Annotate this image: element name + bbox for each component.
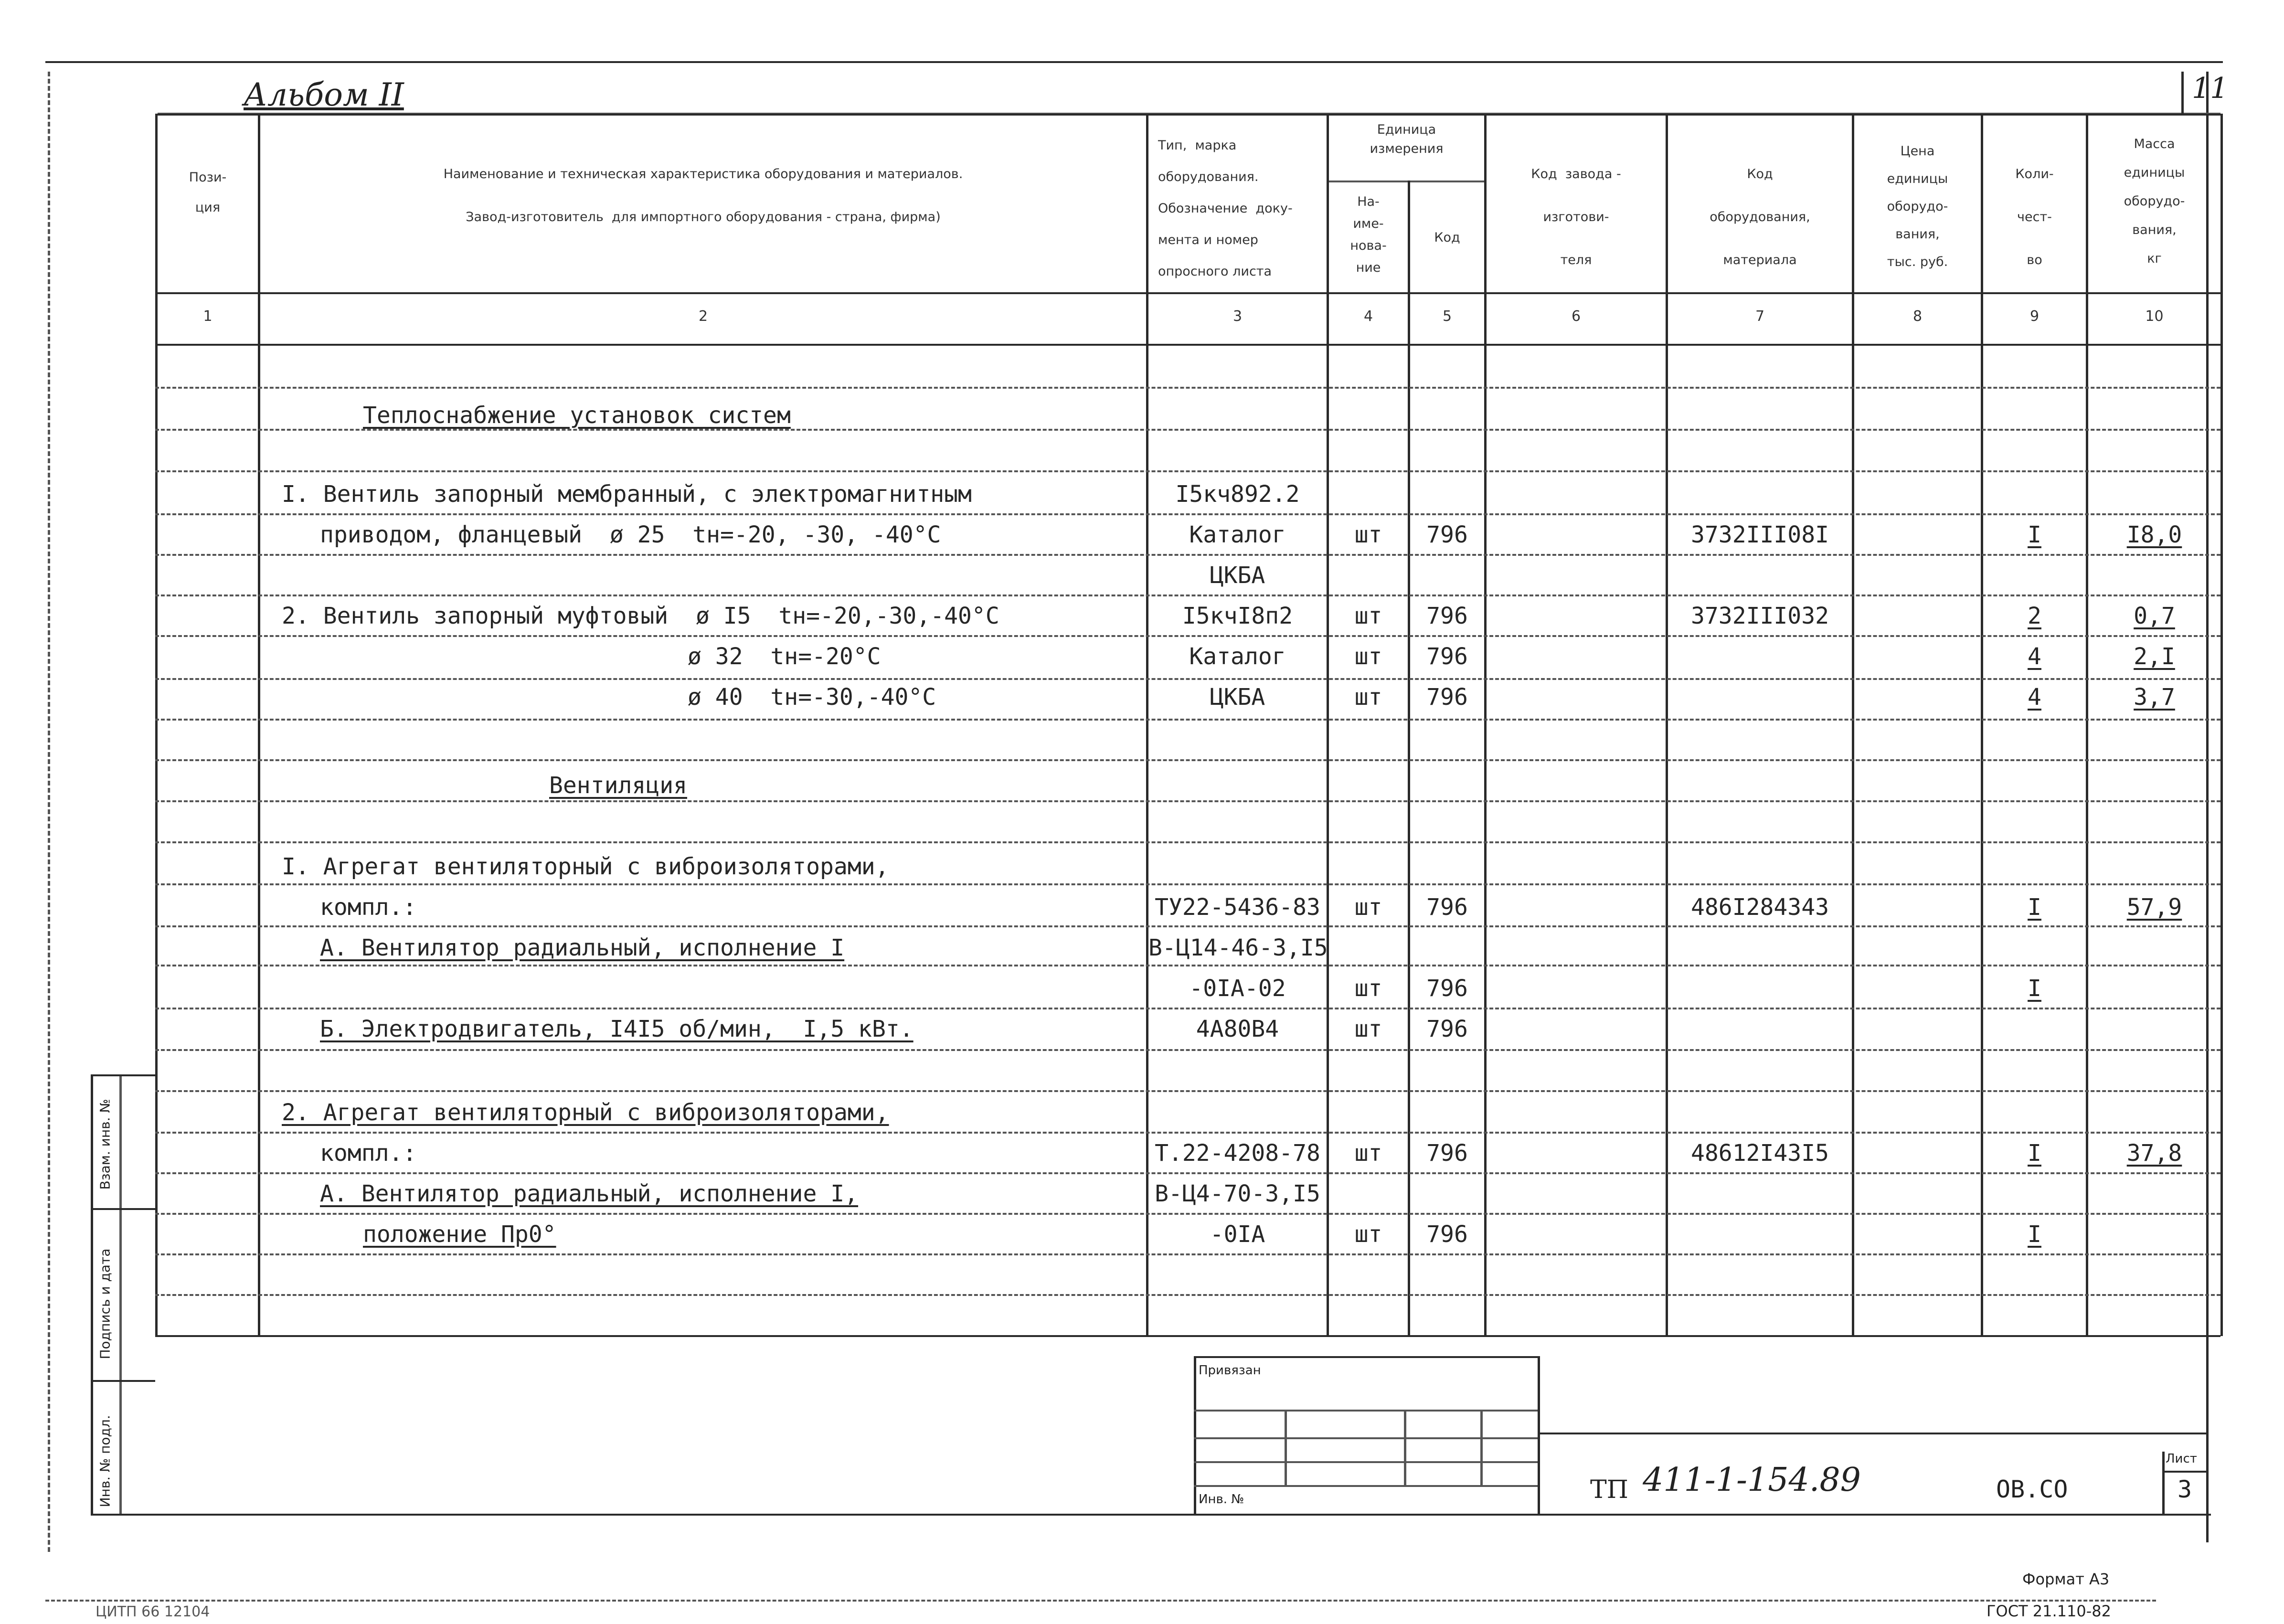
privyazan-c2 <box>1404 1410 1406 1486</box>
col-line-0 <box>155 114 158 1336</box>
row-c4: шт <box>1354 684 1382 711</box>
left-trim-line <box>48 72 50 1552</box>
sheet-number: 3 <box>2178 1475 2192 1503</box>
sheet-box-mid <box>2162 1471 2206 1473</box>
row-c9: 4 <box>2028 643 2041 670</box>
col-number-8: 8 <box>1912 308 1923 325</box>
row-c10: I8,0 <box>2126 521 2182 548</box>
col-number-7: 7 <box>1755 308 1765 325</box>
corner-divider <box>2181 72 2184 115</box>
row-name: 2. Вентиль запорный муфтовый ø I5 tн=-20,-30,-40°С <box>282 603 999 629</box>
col-line-1 <box>258 114 260 1336</box>
title-block-bottom <box>91 1514 2211 1516</box>
row-line <box>155 594 2220 596</box>
privyazan-r2 <box>1194 1437 1538 1439</box>
side-label-vzam: Взам. инв. № <box>97 1099 113 1190</box>
section-code: ОВ.СО <box>1996 1475 2068 1503</box>
title-block-inner <box>1538 1433 2206 1434</box>
row-c3: ТУ22-5436-83 <box>1155 894 1320 921</box>
row-name: положение Пр0° <box>363 1221 556 1248</box>
privyazan-top <box>1194 1356 1538 1358</box>
row-c3: ЦКБА <box>1210 562 1265 589</box>
page-corner-number: 11 <box>2192 72 2229 105</box>
row-line <box>155 1253 2220 1255</box>
row-name: I. Агрегат вентиляторный с виброизоляторами, <box>282 853 889 880</box>
header-bottom <box>155 292 2220 294</box>
row-c4: шт <box>1354 603 1382 629</box>
side-stamp-div2 <box>91 1380 155 1382</box>
row-c5: 796 <box>1426 521 1468 548</box>
inv-label: Инв. № <box>1199 1492 1244 1507</box>
row-line <box>155 470 2220 472</box>
row-line <box>155 800 2220 802</box>
row-c5: 796 <box>1426 684 1468 711</box>
row-c10: 0,7 <box>2134 603 2175 629</box>
top-frame-line <box>45 61 2223 63</box>
header-col10: Масса единицы оборудо- вания, кг <box>2124 137 2185 266</box>
header-subdivide <box>1327 180 1484 182</box>
row-c3: Каталог <box>1189 643 1286 670</box>
col-line-10 <box>2220 114 2223 1336</box>
header-col7: Код оборудования, материала <box>1710 167 1810 267</box>
row-c9: I <box>2028 894 2041 921</box>
col-number-3: 3 <box>1232 308 1243 325</box>
row-name: Вентиляция <box>549 772 687 799</box>
row-name: А. Вентилятор радиальный, исполнение I <box>320 934 845 961</box>
footer-format: Формат А3 <box>2022 1570 2110 1588</box>
row-c5: 796 <box>1426 1016 1468 1042</box>
row-c4: шт <box>1354 894 1382 921</box>
side-stamp-div1 <box>91 1208 155 1210</box>
row-c3: -0IA-02 <box>1189 975 1286 1002</box>
col-number-4: 4 <box>1363 308 1373 325</box>
row-line <box>155 513 2220 515</box>
footer-line <box>45 1600 2156 1602</box>
row-c3: ЦКБА <box>1210 684 1265 711</box>
privyazan-right <box>1538 1356 1540 1514</box>
sheet-label: Лист <box>2166 1452 2197 1466</box>
row-c9: I <box>2028 521 2041 548</box>
row-line <box>155 841 2220 843</box>
col-line-7 <box>1852 114 1854 1336</box>
row-c7: 3732III08I <box>1691 521 1829 548</box>
row-c3: 4А80В4 <box>1196 1016 1279 1042</box>
row-name: компл.: <box>320 894 417 921</box>
col-number-2: 2 <box>698 308 708 325</box>
row-line <box>155 1132 2220 1134</box>
title-block-right <box>2206 1335 2209 1514</box>
privyazan-label: Привязан <box>1199 1363 1261 1378</box>
privyazan-r3 <box>1194 1461 1538 1463</box>
header-col4: На- име- нова- ние <box>1350 194 1387 275</box>
row-name: А. Вентилятор радиальный, исполнение I, <box>320 1180 859 1207</box>
row-c5: 796 <box>1426 603 1468 629</box>
row-name: ø 40 tн=-30,-40°С <box>688 684 936 711</box>
header-col45: Единица измерения <box>1370 122 1444 156</box>
row-c7: 48612I43I5 <box>1691 1140 1829 1167</box>
header-col9: Коли- чест- во <box>2015 167 2054 267</box>
row-name: ø 32 tн=-20°С <box>688 643 881 670</box>
row-c10: 2,I <box>2134 643 2175 670</box>
row-name: Теплоснабжение установок систем <box>363 402 791 429</box>
row-c4: шт <box>1354 975 1382 1002</box>
footer-left-code: ЦИТП 66 12104 <box>96 1603 210 1620</box>
privyazan-r4 <box>1194 1485 1538 1487</box>
row-c3: В-Ц14-46-3,I5 <box>1148 934 1328 961</box>
row-c9: I <box>2028 1140 2041 1167</box>
row-c9: I <box>2028 975 2041 1002</box>
row-c4: шт <box>1354 1221 1382 1248</box>
side-stamp-left <box>91 1074 93 1514</box>
side-stamp-mid <box>119 1074 122 1514</box>
row-c7: 3732III032 <box>1691 603 1829 629</box>
colnum-bottom <box>155 344 2220 346</box>
privyazan-c1 <box>1285 1410 1287 1486</box>
row-line <box>155 883 2220 885</box>
row-c10: 3,7 <box>2134 684 2175 711</box>
row-line <box>155 635 2220 637</box>
col-number-1: 1 <box>203 308 212 325</box>
row-name: 2. Агрегат вентиляторный с виброизоляторами, <box>282 1099 889 1126</box>
privyazan-r1 <box>1194 1410 1538 1412</box>
sheet-box-left <box>2162 1452 2165 1514</box>
row-c3: В-Ц4-70-3,I5 <box>1155 1180 1320 1207</box>
row-line <box>155 925 2220 927</box>
row-c4: шт <box>1354 1016 1382 1042</box>
row-line <box>155 1008 2220 1009</box>
row-line <box>155 1172 2220 1174</box>
privyazan-c3 <box>1480 1410 1483 1486</box>
row-c9: 2 <box>2028 603 2041 629</box>
row-c3: Каталог <box>1189 521 1286 548</box>
row-name: приводом, фланцевый ø 25 tн=-20, -30, -40°С <box>320 521 941 548</box>
doc-code: 411-1-154.89 <box>1643 1461 1861 1499</box>
row-c3: Т.22-4208-78 <box>1155 1140 1320 1167</box>
table-bottom <box>155 1335 2220 1337</box>
row-line <box>155 719 2220 721</box>
row-line <box>155 965 2220 966</box>
row-line <box>155 554 2220 556</box>
row-name: Б. Электродвигатель, I4I5 об/мин, I,5 кВт. <box>320 1016 914 1042</box>
row-line <box>155 678 2220 680</box>
row-c4: шт <box>1354 643 1382 670</box>
side-label-podpis: Подпись и дата <box>97 1248 113 1359</box>
header-col3: Тип, марка оборудования. Обозначение доку- мента и номер опросного листа <box>1158 138 1293 279</box>
header-col6: Код завода - изготови- теля <box>1531 167 1621 267</box>
side-label-inv: Инв. № подл. <box>97 1415 113 1507</box>
row-c5: 796 <box>1426 1221 1468 1248</box>
row-c3: -0IA <box>1210 1221 1265 1248</box>
row-c9: I <box>2028 1221 2041 1248</box>
row-c10: 37,8 <box>2126 1140 2182 1167</box>
row-line <box>155 1213 2220 1215</box>
header-col2: Наименование и техническая характеристика оборудования и материалов. Завод-изготовитель для импортного оборудования - страна, фирма) <box>443 167 963 224</box>
header-col5: Код <box>1434 230 1460 245</box>
row-c5: 796 <box>1426 643 1468 670</box>
row-c5: 796 <box>1426 894 1468 921</box>
doc-prefix: ТП <box>1590 1475 1629 1504</box>
col-number-5: 5 <box>1442 308 1452 325</box>
row-line <box>155 1294 2220 1296</box>
row-line <box>155 759 2220 761</box>
header-col1: Пози- ция <box>189 170 227 215</box>
row-c7: 486I284343 <box>1691 894 1829 921</box>
col-number-9: 9 <box>2029 308 2040 325</box>
row-name: I. Вентиль запорный мембранный, с электромагнитным <box>282 481 972 508</box>
row-line <box>155 1090 2220 1092</box>
privyazan-left <box>1194 1356 1196 1514</box>
row-c5: 796 <box>1426 1140 1468 1167</box>
row-name: компл.: <box>320 1140 417 1167</box>
album-title: Альбом II <box>244 76 404 113</box>
row-c3: I5кч892.2 <box>1175 481 1300 508</box>
table-top-border <box>155 114 2220 116</box>
footer-gost: ГОСТ 21.110-82 <box>1987 1602 2111 1620</box>
row-c5: 796 <box>1426 975 1468 1002</box>
side-stamp-top <box>91 1074 155 1076</box>
row-c10: 57,9 <box>2126 894 2182 921</box>
header-col8: Цена единицы оборудо- вания, тыс. руб. <box>1887 144 1948 269</box>
row-c4: шт <box>1354 1140 1382 1167</box>
row-c9: 4 <box>2028 684 2041 711</box>
col-line-5 <box>1484 114 1487 1336</box>
col-number-6: 6 <box>1571 308 1581 325</box>
row-c3: I5кчI8п2 <box>1182 603 1293 629</box>
row-c4: шт <box>1354 521 1382 548</box>
col-number-10: 10 <box>2145 308 2164 325</box>
row-line <box>155 387 2220 389</box>
row-line <box>155 1049 2220 1051</box>
